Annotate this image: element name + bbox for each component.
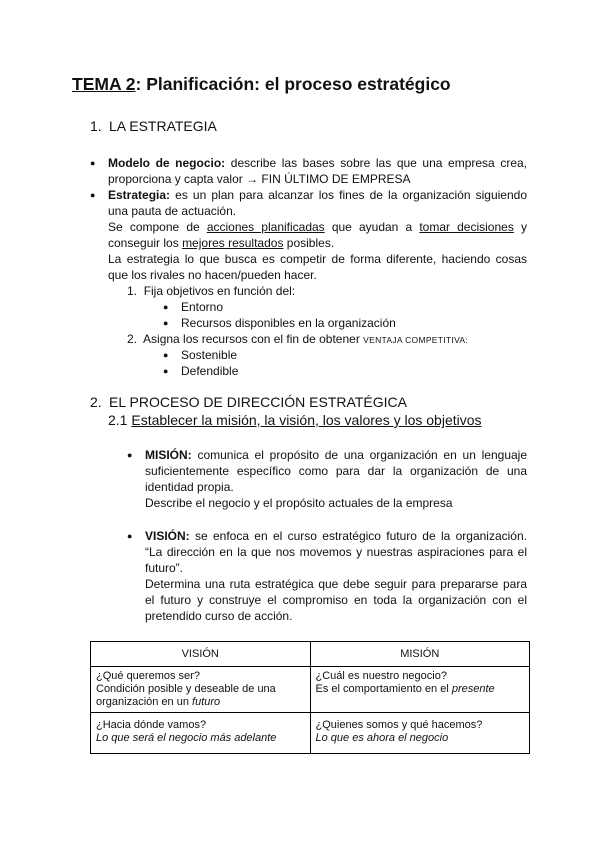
bullet-icon: ●: [127, 531, 133, 541]
estrategia-line1: Estrategia: es un plan para alcanzar los fines de la organización siguiendo: [108, 188, 528, 202]
section-2-heading: 2. EL PROCESO DE DIRECCIÓN ESTRATÉGICA: [90, 394, 407, 410]
mision-line4: Describe el negocio y el propósito actuales de la empresa: [145, 496, 453, 510]
table-cell: ¿Hacia dónde vamos? Lo que será el negocio más adelante: [91, 713, 311, 754]
vision-line4: Determina una ruta estratégica que debe seguir para prepararse para: [145, 577, 527, 591]
mision-line2: suficientemente específico como para dar la organización de una: [145, 464, 527, 478]
section-1-heading: 1. LA ESTRATEGIA: [90, 118, 217, 134]
mision-line3: identidad propia.: [145, 480, 234, 494]
subsection-2-1-heading: 2.1 Establecer la misión, la visión, los valores y los objetivos: [108, 412, 482, 428]
table-header-mision: MISIÓN: [310, 642, 530, 667]
list-item: Defendible: [181, 364, 239, 378]
modelo-line2: proporciona y capta valor → FIN ÚLTIMO DE EMPRESA: [108, 172, 411, 186]
list-item: Entorno: [181, 300, 224, 314]
table-cell: ¿Quienes somos y qué hacemos? Lo que es ahora el negocio: [310, 713, 530, 754]
page-title: [72, 74, 451, 95]
estrategia-compone: Se compone de acciones planificadas que ayudan a tomar decisiones y: [108, 220, 527, 234]
vision-line2: “La dirección en la que nos movemos y nuestras aspiraciones para el: [145, 545, 527, 559]
ordered-item-2: 2. Asigna los recursos con el fin de obtener VENTAJA COMPETITIVA:: [127, 332, 469, 346]
table-cell: ¿Cuál es nuestro negocio? Es el comportamiento en el presente: [310, 667, 530, 713]
table-cell: ¿Qué queremos ser? Condición posible y deseable de una organización en un futuro: [91, 667, 311, 713]
list-item: Recursos disponibles en la organización: [181, 316, 396, 330]
mision-line1: MISIÓN: comunica el propósito de una organización en un lenguaje: [145, 448, 528, 462]
table-row: [91, 667, 530, 713]
vision-line3: futuro”.: [145, 561, 184, 575]
vision-line1: VISIÓN: se enfoca en el curso estratégico futuro de la organización.: [145, 529, 527, 543]
bullet-icon: ●: [127, 450, 133, 460]
bullet-icon: ●: [163, 350, 169, 360]
table-row: [91, 713, 530, 754]
estrategia-line2: una pauta de actuación.: [108, 204, 237, 218]
bullet-icon: ●: [90, 158, 96, 168]
vision-line5: el futuro y construye el compromiso en toda la organización con el: [145, 593, 527, 607]
table-header-vision: VISIÓN: [91, 642, 311, 667]
modelo-line1: Modelo de negocio: describe las bases sobre las que una empresa crea,: [108, 156, 527, 170]
title-prefix: TEMA 2: [72, 74, 136, 94]
estrategia-busca-2: que los rivales no hacen/pueden hacer.: [108, 268, 317, 282]
bullet-icon: ●: [163, 302, 169, 312]
list-item: Sostenible: [181, 348, 238, 362]
ordered-item-1: 1. Fija objetivos en función del:: [127, 284, 296, 298]
bullet-icon: ●: [90, 190, 96, 200]
title-rest: : Planificación: el proceso estratégico: [135, 74, 451, 94]
table-header-row: [91, 642, 530, 667]
estrategia-busca-1: La estrategia lo que busca es competir de forma diferente, haciendo cosas: [108, 252, 527, 266]
bullet-icon: ●: [163, 318, 169, 328]
vision-mision-table: [90, 641, 530, 754]
bullet-icon: ●: [163, 366, 169, 376]
estrategia-conseguir: conseguir los mejores resultados posibles.: [108, 236, 335, 250]
vision-line6: pretendido curso de acción.: [145, 609, 293, 623]
